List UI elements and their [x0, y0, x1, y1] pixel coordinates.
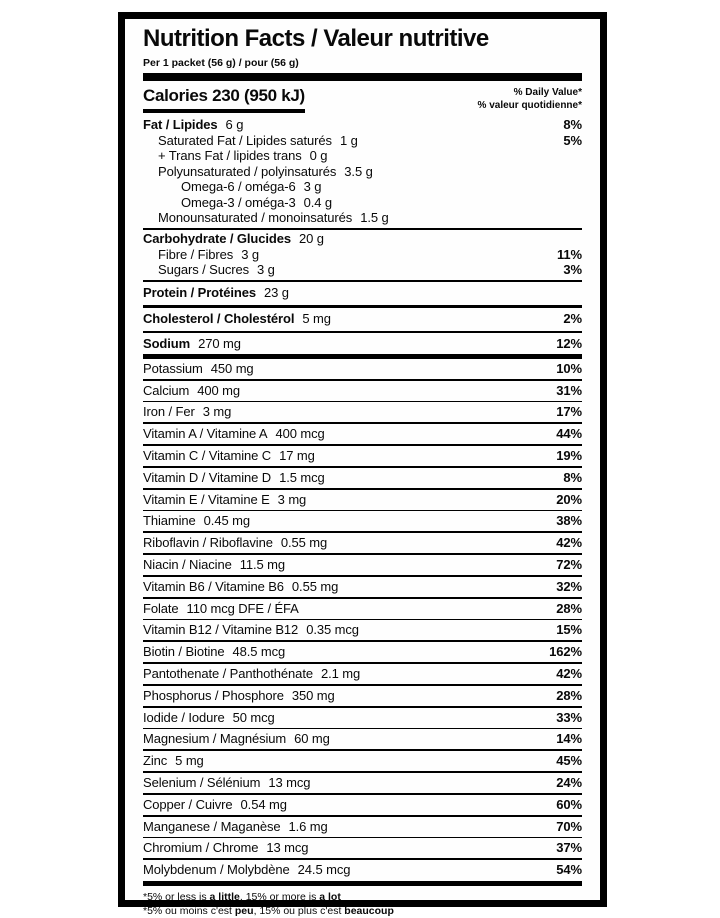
nutrient-name: Fibre / Fibres 3 g: [158, 246, 259, 262]
nutrient-name: Polyunsaturated / polyinsaturés 3.5 g: [158, 163, 373, 179]
nutrient-name: Vitamin E / Vitamine E 3 mg: [143, 491, 307, 507]
heavy-rule-bottom: [143, 881, 582, 886]
nutrient-name: Carbohydrate / Glucides 20 g: [143, 231, 324, 247]
daily-value-percent: 2%: [563, 310, 582, 326]
separator-rule: [143, 305, 582, 308]
daily-value-percent: 14%: [556, 731, 582, 747]
daily-value-header-en: % Daily Value*: [513, 87, 582, 98]
table-row: [143, 164, 582, 180]
table-row: [143, 210, 582, 226]
table-row: [143, 860, 582, 880]
nutrient-name: Molybdenum / Molybdène 24.5 mcg: [143, 862, 351, 878]
table-row: [143, 133, 582, 149]
daily-value-percent: 32%: [556, 578, 582, 594]
nutrient-name: Phosphorus / Phosphore 350 mg: [143, 687, 335, 703]
nutrient-name: Vitamin C / Vitamine C 17 mg: [143, 448, 315, 464]
daily-value-percent: 12%: [556, 336, 582, 352]
table-row: [143, 446, 582, 466]
daily-value-percent: 8%: [563, 469, 582, 485]
daily-value-percent: 72%: [556, 557, 582, 573]
nutrient-name: + Trans Fat / lipides trans 0 g: [158, 148, 328, 163]
table-row: [143, 262, 582, 278]
nutrient-name: Vitamin D / Vitamine D 1.5 mcg: [143, 469, 325, 485]
daily-value-percent: 11%: [556, 246, 582, 262]
table-row: [143, 231, 582, 247]
daily-value-percent: 31%: [556, 382, 582, 398]
table-row: [143, 751, 582, 771]
table-row: [143, 179, 582, 195]
nutrient-name: Protein / Protéines 23 g: [143, 285, 289, 301]
table-row: [143, 599, 582, 619]
daily-value-percent: 42%: [556, 666, 582, 682]
nutrient-name: Copper / Cuivre 0.54 mg: [143, 796, 287, 812]
nutrient-name: Vitamin B12 / Vitamine B12 0.35 mcg: [143, 622, 359, 638]
table-row: [143, 686, 582, 706]
daily-value-percent: 8%: [563, 117, 582, 132]
daily-value-percent: 5%: [563, 132, 582, 148]
nutrient-name: Iron / Fer 3 mg: [143, 404, 232, 420]
daily-value-percent: 54%: [556, 862, 582, 878]
separator-rule: [143, 228, 582, 231]
footnote-en: *5% or less is a little, 15% or more is a lot: [143, 890, 341, 903]
nutrient-name: Biotin / Biotine 48.5 mcg: [143, 644, 286, 660]
nutrient-name: Niacin / Niacine 11.5 mg: [143, 557, 286, 573]
daily-value-percent: 45%: [556, 753, 582, 769]
table-row: [143, 334, 582, 354]
table-row: [143, 642, 582, 662]
table-row: [143, 468, 582, 488]
nutrient-name: Vitamin B6 / Vitamine B6 0.55 mg: [143, 578, 339, 594]
footnotes: [143, 890, 582, 918]
nutrient-name: Potassium 450 mg: [143, 360, 254, 376]
table-row: [143, 402, 582, 422]
table-row: [143, 577, 582, 597]
nutrient-name: Magnesium / Magnésium 60 mg: [143, 731, 330, 747]
nutrient-name: Riboflavin / Riboflavine 0.55 mg: [143, 535, 328, 551]
nutrient-name: Omega-3 / oméga-3 0.4 g: [181, 194, 333, 210]
nutrient-name: Sodium 270 mg: [143, 336, 241, 352]
nutrient-name: Sugars / Sucres 3 g: [158, 262, 275, 278]
daily-value-percent: 60%: [556, 796, 582, 812]
table-row: [143, 359, 582, 379]
daily-value-percent: 42%: [556, 535, 582, 551]
table-row: [143, 424, 582, 444]
nutrient-table: [143, 117, 582, 880]
nutrient-name: Zinc 5 mg: [143, 753, 204, 769]
table-row: [143, 381, 582, 401]
table-row: [143, 148, 582, 164]
nutrient-name: Iodide / Iodure 50 mcg: [143, 709, 275, 725]
table-row: [143, 773, 582, 793]
daily-value-percent: 38%: [556, 513, 582, 529]
separator-rule: [143, 280, 582, 283]
daily-value-percent: 37%: [556, 840, 582, 856]
table-row: [143, 309, 582, 329]
daily-value-percent: 3%: [563, 262, 582, 278]
table-row: [143, 817, 582, 837]
nutrient-name: Vitamin A / Vitamine A 400 mcg: [143, 426, 325, 442]
daily-value-percent: 10%: [556, 360, 582, 376]
separator-rule: [143, 331, 582, 334]
label-title: Nutrition Facts / Valeur nutritive: [143, 25, 489, 52]
nutrient-name: Chromium / Chrome 13 mcg: [143, 840, 309, 856]
nutrient-name: Folate 110 mcg DFE / ÉFA: [143, 600, 299, 616]
daily-value-percent: 24%: [556, 775, 582, 791]
daily-value-percent: 17%: [556, 404, 582, 420]
table-row: [143, 838, 582, 858]
nutrient-name: Fat / Lipides 6 g: [143, 117, 244, 132]
daily-value-percent: 20%: [556, 491, 582, 507]
table-row: [143, 620, 582, 640]
nutrient-name: Cholesterol / Cholestérol 5 mg: [143, 310, 331, 326]
daily-value-header-fr: % valeur quotidienne*: [477, 99, 582, 111]
daily-value-percent: 15%: [556, 622, 582, 638]
table-row: [143, 664, 582, 684]
nutrient-name: Saturated Fat / Lipides saturés 1 g: [158, 132, 358, 148]
serving-size: Per 1 packet (56 g) / pour (56 g): [143, 57, 299, 69]
daily-value-percent: 33%: [556, 709, 582, 725]
table-row: [143, 117, 582, 133]
table-row: [143, 795, 582, 815]
calories-block: [143, 86, 582, 113]
daily-value-percent: 162%: [549, 644, 582, 660]
table-row: [143, 247, 582, 263]
nutrient-name: Thiamine 0.45 mg: [143, 513, 250, 529]
daily-value-percent: 19%: [556, 448, 582, 464]
daily-value-percent: 28%: [556, 687, 582, 703]
daily-value-percent: 70%: [556, 818, 582, 834]
table-row: [143, 511, 582, 531]
footnote-fr: *5% ou moins c'est peu, 15% ou plus c'est beaucoup: [143, 904, 394, 917]
table-row: [143, 555, 582, 575]
table-row: [143, 729, 582, 749]
nutrient-name: Manganese / Maganèse 1.6 mg: [143, 818, 328, 834]
heavy-rule-top: [143, 73, 582, 81]
nutrient-name: Pantothenate / Panthothénate 2.1 mg: [143, 666, 361, 682]
nutrient-name: Monounsaturated / monoinsaturés 1.5 g: [158, 210, 389, 225]
table-row: [143, 490, 582, 510]
table-row: [143, 195, 582, 211]
nutrient-name: Selenium / Sélénium 13 mcg: [143, 775, 311, 791]
nutrient-name: Calcium 400 mg: [143, 382, 241, 398]
table-row: [143, 533, 582, 553]
daily-value-percent: 44%: [556, 426, 582, 442]
nutrient-name: Omega-6 / oméga-6 3 g: [181, 179, 322, 194]
nutrition-facts-label: [118, 12, 607, 917]
calories-value: Calories 230 (950 kJ): [143, 86, 305, 113]
daily-value-percent: 28%: [556, 600, 582, 616]
table-row: [143, 708, 582, 728]
daily-value-header: [478, 86, 582, 112]
table-row: [143, 283, 582, 303]
